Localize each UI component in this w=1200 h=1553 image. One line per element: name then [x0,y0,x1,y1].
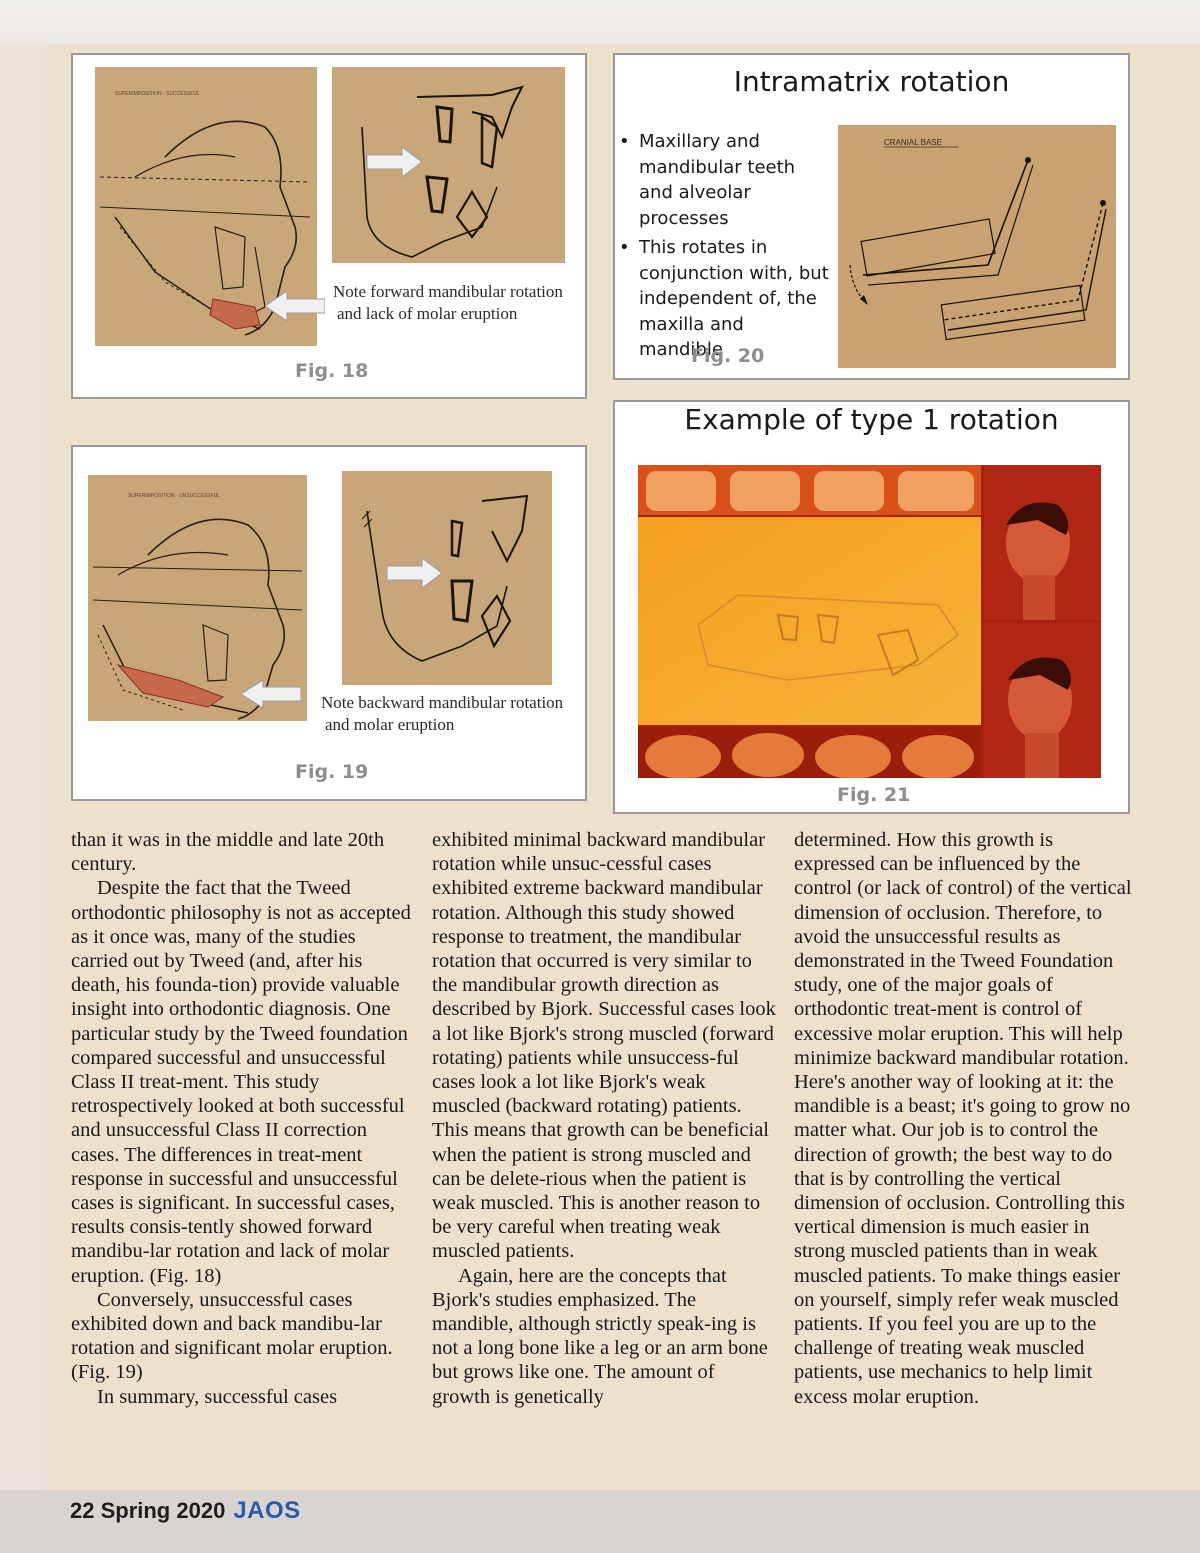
col2-paragraph-1: exhibited minimal backward mandibular rotation while unsuc-cessful cases exhibited extreme backward mandibular rotation. Although this study showed response to treatment, the mandibular rotation that occurred is very similar to the mandibular growth direction as described by Bjork. Successful cases look a lot like Bjork's strong muscled (forward rotating) patients while unsuccess-ful cases look a lot like Bjork's weak muscled (backward rotating) patients. This means that growth can be beneficial when the patient is strong muscled and can be delete-rious when the patient is weak muscled. This is another reason to be very careful when treating weak muscled patients. [432,829,776,1263]
fig19-note [321,692,563,736]
fig18-note [333,281,563,325]
col2-paragraph-2: Again, here are the concepts that Bjork's studies emphasized. The mandible, although strictly speak-ing is not a long bone like a leg or an arm bone but grows like one. The amount of growth is genetically [432,1264,768,1408]
text-column-1 [71,828,416,1409]
fig18-note-line-1: Note forward mandibular rotation [333,282,563,301]
footer [70,1497,301,1525]
figure-21 [613,400,1130,814]
fig20-slide-title: Intramatrix rotation [733,65,1010,98]
col1-paragraph-4: In summary, successful cases [97,1385,338,1408]
text-column-2 [432,828,777,1409]
fig21-patient-records-photo [638,465,1101,778]
fig18-note-line-2: and lack of molar eruption [337,304,518,323]
fig21-slide-title: Example of type 1 rotation [684,403,1059,436]
col1-paragraph-2: Despite the fact that the Tweed orthodontic philosophy is not as accepted as it once was, many of the studies carried out by Tweed (and, after his death, his founda-tion) provide valuable insight into orthodontic diagnosis. One particular study by the Tweed foundation compared successful and unsuccessful Class II treat-ment. This study retrospectively looked at both successful and unsuccessful Class II correction cases. The differences in treat-ment response in successful and unsuccessful cases is significant. In successful cases, results consis-tently showed forward mandibu-lar rotation and lack of molar eruption. (Fig. 18) [71,877,411,1287]
fig19-superimposition-tracing [342,471,552,685]
fig20-bullet-2: • This rotates in conjunction with, but independent of, the maxilla and mandible [617,235,829,363]
fig19-arrow-icon [241,680,301,708]
footer-page-label: 22 Spring 2020 [70,1498,226,1523]
col3-paragraph-1: determined. How this growth is expressed can be influenced by the control (or lack of control) of the vertical dimension of occlusion. Therefore, to avoid the unsuccessful results as demonstrated in the Tweed Foundation study, one of the major goals of orthodontic treat-ment is control of excessive molar eruption. This will help minimize backward mandibular rotation. Here's another way of looking at it: the mandible is a beast; it's going to grow no matter what. Our job is to control the direction of growth; the best way to do that is by controlling the vertical dimension of occlusion. Controlling this vertical dimension is much easier in strong muscled patients than in weak muscled patients. To make things easier on yourself, simply refer weak muscled patients. If you feel you are up to the challenge of treating weak muscled patients, use mechanics to help limit excess molar eruption. [794,829,1132,1408]
fig19-note-line-2: and molar eruption [325,715,455,734]
col1-paragraph-3: Conversely, unsuccessful cases exhibited down and back mandibu-lar rotation and significant molar eruption. (Fig. 19) [71,1288,393,1384]
footer-journal-name: JAOS [233,1497,301,1524]
fig18-tracing-label: SUPERIMPOSITION - SUCCESSFUL [115,91,200,97]
figure-20 [613,53,1130,380]
fig20-bullet-1: • Maxillary and mandibular teeth and alveolar processes [617,129,829,231]
fig20-diagram-label: CRANIAL BASE [884,138,942,147]
col1-paragraph-1: than it was in the middle and late 20th century. [71,829,385,876]
figure-18 [71,53,587,399]
fig19-tracing-label: SUPERIMPOSITION - UNSUCCESSFUL [128,493,220,499]
fig18-superimposition-tracing [332,67,565,263]
fig20-bullet-list [617,129,829,367]
fig19-note-line-1: Note backward mandibular rotation [321,693,564,712]
figure-19 [71,445,587,801]
fig20-rotation-diagram [838,125,1116,368]
fig20-caption: Fig. 20 [691,345,765,367]
fig18-caption: Fig. 18 [295,360,369,382]
fig19-caption: Fig. 19 [295,761,369,783]
fig18-arrow-icon [265,291,325,321]
fig21-caption: Fig. 21 [837,784,911,806]
text-column-3 [794,828,1139,1409]
page-top-strip [0,0,1200,44]
